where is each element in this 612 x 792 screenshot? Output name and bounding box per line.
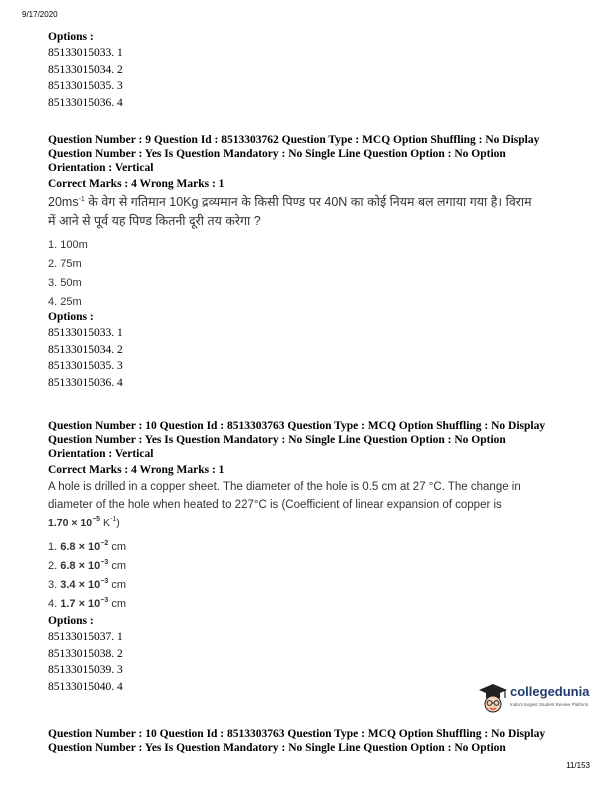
options-label: Options : [48, 311, 94, 323]
coefficient-base: 1.70 × 10 [48, 517, 93, 529]
choice-exponent: −3 [100, 559, 109, 566]
coefficient-exponent: −5 [92, 516, 101, 523]
print-date: 9/17/2020 [22, 10, 58, 19]
coefficient-unit: K [100, 517, 110, 529]
answer-choice [48, 576, 588, 595]
question-text [48, 193, 588, 231]
choice-number: 4. [48, 598, 61, 610]
option-id: 85133015039. 3 [48, 664, 123, 676]
answer-choice [48, 595, 588, 614]
choice-base: 6.8 × 10 [60, 541, 101, 553]
option-id: 85133015040. 4 [48, 680, 123, 693]
page-number: 11/153 [566, 761, 590, 770]
option-id: 85133015036. 4 [48, 376, 123, 389]
choice-number: 3. [48, 579, 61, 591]
question-text-superscript: -1 [78, 196, 85, 203]
answer-choice [48, 538, 588, 557]
question-meta: Question Number : 10 Question Id : 8513303763 Question Type : MCQ Option Shuffling : No Display [48, 420, 546, 432]
option-id: 85133015033. 1 [48, 327, 123, 339]
logo-tagline: India's largest Student Review Platform [510, 702, 589, 707]
choice-base: 1.7 × 10 [60, 598, 101, 610]
question-marks: Correct Marks : 4 Wrong Marks : 1 [48, 464, 225, 476]
question-text-line: में आने से पूर्व यह पिण्ड कितनी दूरी तय करेगा ? [48, 214, 261, 228]
answer-choices [48, 538, 588, 614]
choice-unit: cm [108, 560, 127, 572]
question-marks: Correct Marks : 4 Wrong Marks : 1 [48, 178, 225, 190]
coefficient-close: ) [116, 517, 120, 529]
option-id: 85133015038. 2 [48, 647, 123, 660]
option-id: 85133015034. 2 [48, 63, 123, 76]
question-meta: Question Number : 10 Question Id : 8513303763 Question Type : MCQ Option Shuffling : No Display [48, 728, 546, 740]
question-text-line: diameter of the hole when heated to 227°C is (Coefficient of linear expansion of copper is [48, 499, 502, 511]
question-text-part: के वेग से गतिमान 10Kg द्रव्यमान के किसी पिण्ड पर 40N का कोई नियम बल लगाया गया है। विराम [84, 195, 532, 209]
question-meta: Question Number : Yes Is Question Mandatory : No Single Line Question Option : No Option [48, 148, 506, 160]
choice-unit: cm [108, 598, 127, 610]
choice-unit: cm [108, 541, 127, 553]
answer-choice [48, 557, 588, 576]
question-9 [48, 133, 588, 391]
answer-choice: 1. 100m [48, 239, 88, 251]
question-text [48, 478, 588, 532]
graduate-cap-icon [478, 682, 508, 714]
question-text-part: 20ms [48, 195, 79, 209]
choice-exponent: −3 [100, 578, 109, 585]
logo-name: collegedunia [510, 684, 590, 699]
answer-choice: 4. 25m [48, 296, 82, 308]
question-text-line: A hole is drilled in a copper sheet. The diameter of the hole is 0.5 cm at 27 °C. The change in [48, 481, 521, 493]
option-id: 85133015033. 1 [48, 47, 123, 59]
option-id: 85133015035. 3 [48, 360, 123, 372]
collegedunia-logo [478, 682, 588, 716]
question-meta: Question Number : 9 Question Id : 8513303762 Question Type : MCQ Option Shuffling : No Display [48, 134, 540, 146]
question-meta: Orientation : Vertical [48, 448, 154, 460]
choice-base: 6.8 × 10 [60, 560, 101, 572]
question-meta: Orientation : Vertical [48, 162, 154, 174]
choice-exponent: −2 [100, 540, 109, 547]
options-label: Options : [48, 615, 94, 627]
choice-base: 3.4 × 10 [60, 579, 101, 591]
choice-exponent: −3 [100, 597, 109, 604]
choice-number: 2. [48, 560, 61, 572]
option-id: 85133015034. 2 [48, 343, 123, 356]
answer-choices [48, 236, 588, 312]
options-block-previous [48, 30, 123, 111]
choice-number: 1. [48, 541, 61, 553]
choice-unit: cm [108, 579, 127, 591]
coefficient-unit-exponent: -1 [110, 516, 117, 523]
option-id: 85133015036. 4 [48, 96, 123, 109]
options-label: Options : [48, 31, 94, 43]
answer-choice: 3. 50m [48, 277, 82, 289]
question-10 [48, 419, 588, 695]
question-meta: Question Number : Yes Is Question Mandatory : No Single Line Question Option : No Option [48, 434, 506, 446]
option-id: 85133015037. 1 [48, 631, 123, 643]
question-10-repeat [48, 727, 588, 755]
answer-choice: 2. 75m [48, 258, 82, 270]
question-meta: Question Number : Yes Is Question Mandatory : No Single Line Question Option : No Option [48, 742, 506, 754]
option-id: 85133015035. 3 [48, 80, 123, 92]
